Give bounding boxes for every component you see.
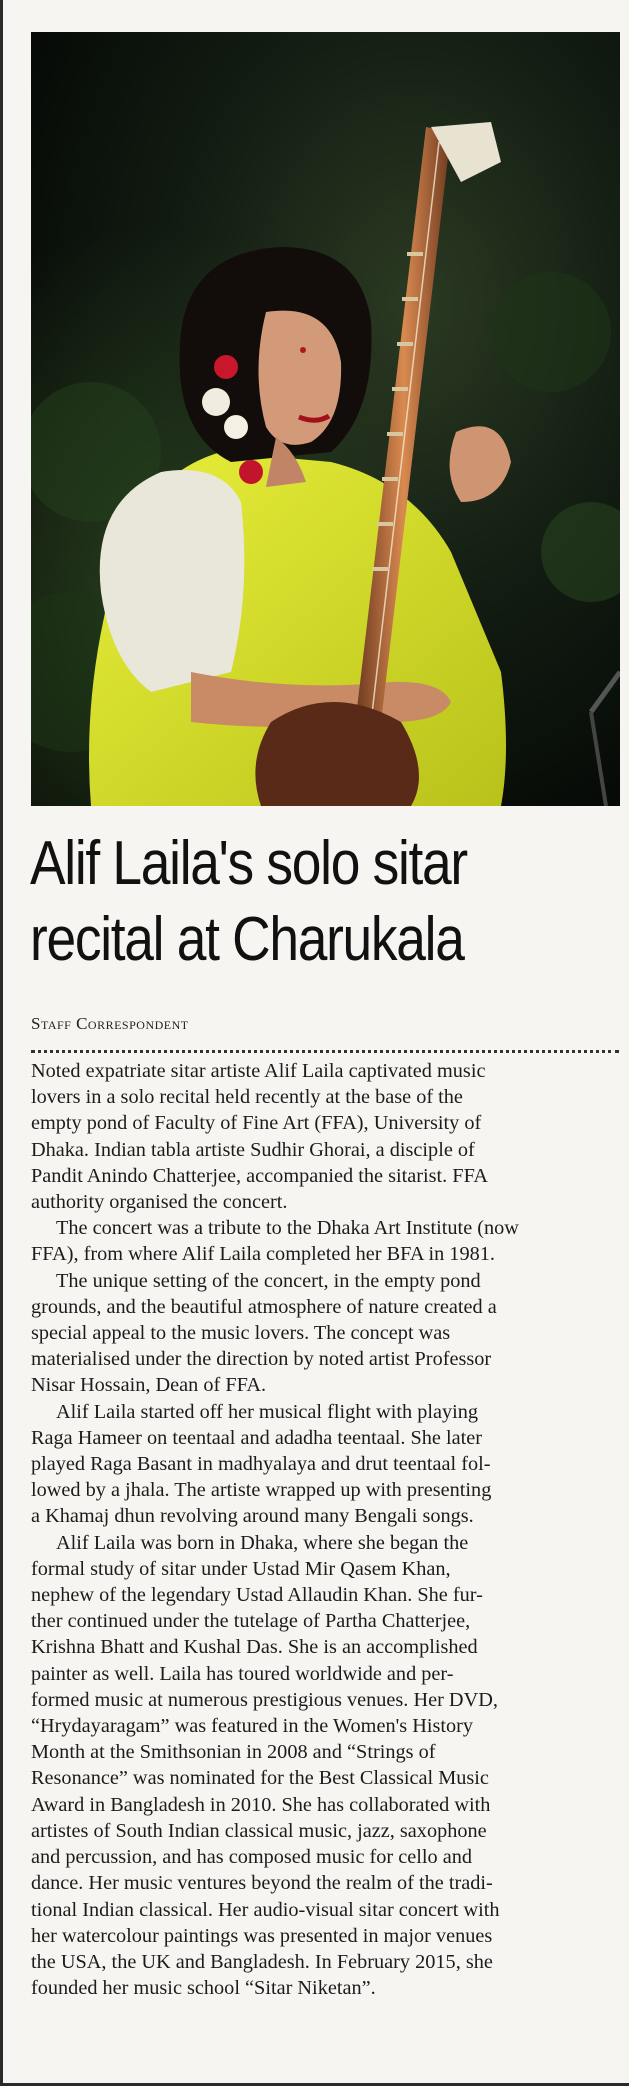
article-line: founded her music school “Sitar Niketan”. [31,1977,376,2000]
headline-line-1: Alif Laila's solo sitar [30,829,467,898]
article-line: ther continued under the tutelage of Partha Chatterjee, [31,1610,471,1633]
article-line: FFA), from where Alif Laila completed her BFA in 1981. [31,1243,495,1266]
article-line: Krishna Bhatt and Kushal Das. She is an accomplished [31,1636,478,1659]
article-line: Alif Laila started off her musical flight with playing [56,1400,479,1423]
article-line: Alif Laila was born in Dhaka, where she began the [56,1531,469,1554]
byline: Staff Correspondent [31,1014,189,1033]
article-line: and percussion, and has composed music for cello and [31,1846,472,1869]
article-body [31,1058,620,2001]
article-line: lowed by a jhala. The artiste wrapped up with presenting [31,1479,492,1502]
article-line: lovers in a solo recital held recently at the base of the [31,1086,463,1109]
article-line: Nisar Hossain, Dean of FFA. [31,1374,267,1397]
dotted-divider [31,1050,619,1053]
article-line: the USA, the UK and Bangladesh. In February 2015, she [31,1950,493,1973]
article-line: dance. Her music ventures beyond the realm of the tradi- [31,1872,493,1895]
article-line: Dhaka. Indian tabla artiste Sudhir Ghorai, a disciple of [31,1138,475,1161]
article-line: formal study of sitar under Ustad Mir Qasem Khan, [31,1557,451,1580]
article-line: artistes of South Indian classical music, jazz, saxophone [31,1819,487,1842]
article-line: “Hrydayaragam” was featured in the Women's History [31,1715,474,1738]
article-line: empty pond of Faculty of Fine Art (FFA), University of [31,1112,482,1135]
article-line: Month at the Smithsonian in 2008 and “Strings of [31,1741,436,1764]
article-line: grounds, and the beautiful atmosphere of nature created a [31,1295,497,1318]
photo-illustration [31,32,620,806]
article-line: a Khamaj dhun revolving around many Bengali songs. [31,1505,474,1528]
article-line: Raga Hameer on teentaal and adadha teentaal. She later [31,1426,483,1449]
clipping-left-border [0,0,3,2086]
article-line: authority organised the concert. [31,1191,288,1214]
article-headline [30,826,537,978]
article-line: tional Indian classical. Her audio-visual sitar concert with [31,1898,500,1921]
headline-line-2: recital at Charukala [30,905,464,974]
article-line: painter as well. Laila has toured worldwide and per- [31,1662,454,1685]
article-line: Resonance” was nominated for the Best Classical Music [31,1767,489,1790]
sitar-performer-photo [31,32,620,806]
article-line: nephew of the legendary Ustad Allaudin Khan. She fur- [31,1584,483,1607]
article-line: formed music at numerous prestigious venues. Her DVD, [31,1688,498,1711]
article-line: special appeal to the music lovers. The concept was [31,1322,451,1345]
article-line: Noted expatriate sitar artiste Alif Laila captivated music [31,1060,486,1082]
article-line: her watercolour paintings was presented in major venues [31,1924,493,1947]
article-line: Pandit Anindo Chatterjee, accompanied the sitarist. FFA [31,1164,488,1187]
article-line: played Raga Basant in madhyalaya and drut teentaal fol- [31,1453,491,1476]
article-line: The concert was a tribute to the Dhaka Art Institute (now [56,1217,519,1240]
article-line: materialised under the direction by noted artist Professor [31,1348,492,1371]
article-line: The unique setting of the concert, in the empty pond [56,1269,481,1292]
article-line: Award in Bangladesh in 2010. She has collaborated with [31,1793,491,1816]
